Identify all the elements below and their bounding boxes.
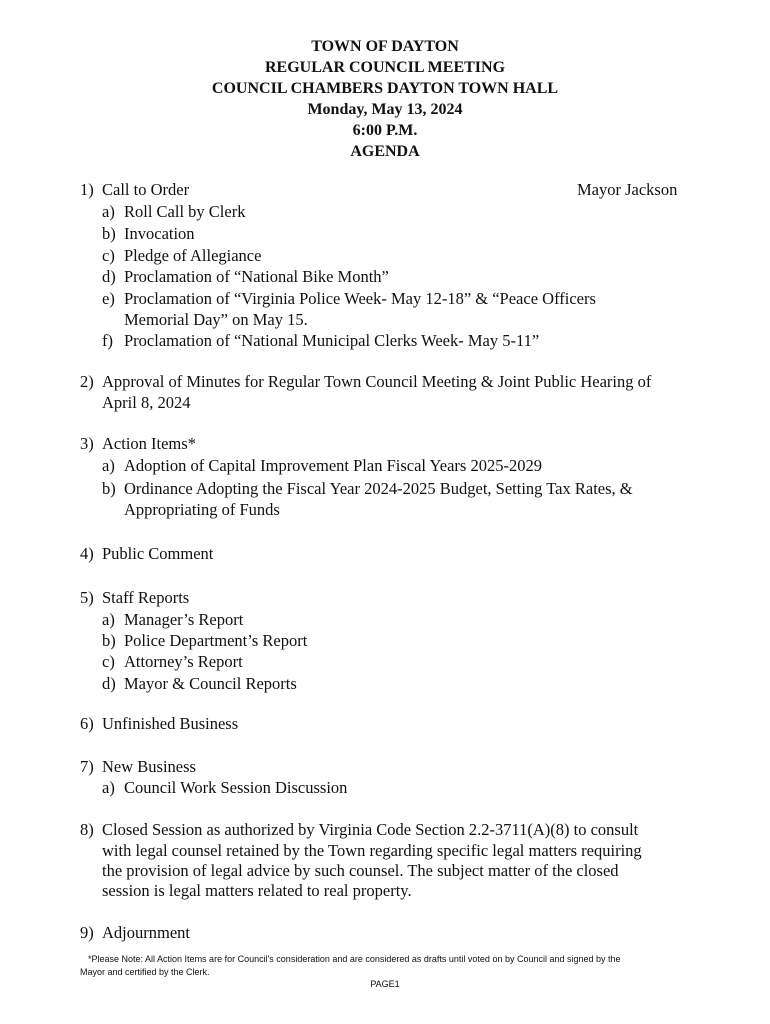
item-2-text-line1: Approval of Minutes for Regular Town Council Meeting & Joint Public Hearing of [102, 372, 652, 391]
item-8-text-line4: session is legal matters related to real property. [102, 881, 412, 900]
item-8-number: 8) [80, 820, 94, 839]
item-1-title: Call to Order [102, 180, 190, 199]
item-5c-text: Attorney’s Report [124, 652, 243, 671]
item-1b-letter: b) [102, 224, 116, 243]
meeting-time: 6:00 P.M. [352, 122, 418, 139]
item-1e-text-line2: Memorial Day” on May 15. [124, 310, 308, 329]
page-number: PAGE1 [370, 979, 400, 989]
item-3b-text-line1: Ordinance Adopting the Fiscal Year 2024-2025 Budget, Setting Tax Rates, & [124, 479, 633, 498]
item-5a-letter: a) [102, 610, 115, 629]
item-5d-letter: d) [102, 674, 116, 693]
item-1d-letter: d) [102, 267, 116, 286]
item-8-text-line1: Closed Session as authorized by Virginia Code Section 2.2-3711(A)(8) to consult [102, 820, 639, 839]
item-1f-letter: f) [102, 331, 113, 350]
item-3-title: Action Items* [102, 434, 196, 453]
item-2-text-line2: April 8, 2024 [102, 393, 191, 412]
item-5a-text: Manager’s Report [124, 610, 244, 629]
agenda-title: AGENDA [350, 143, 420, 160]
item-1c-letter: c) [102, 246, 115, 265]
item-1-number: 1) [80, 180, 94, 199]
footnote-line1: *Please Note: All Action Items are for Council's consideration and are considered as drafts until voted on by Council and signed by the [88, 954, 621, 964]
item-4-title: Public Comment [102, 544, 214, 563]
item-3-number: 3) [80, 434, 94, 453]
meeting-location: COUNCIL CHAMBERS DAYTON TOWN HALL [211, 80, 559, 97]
item-4-number: 4) [80, 544, 94, 563]
item-1f-text: Proclamation of “National Municipal Clerks Week- May 5-11” [124, 331, 540, 350]
town-name: TOWN OF DAYTON [311, 38, 459, 55]
item-8-text-line2: with legal counsel retained by the Town regarding specific legal matters requiring [102, 841, 642, 860]
item-6-title: Unfinished Business [102, 714, 239, 733]
item-3a-text: Adoption of Capital Improvement Plan Fiscal Years 2025-2029 [124, 456, 542, 475]
item-3b-text-line2: Appropriating of Funds [124, 500, 280, 519]
footnote [80, 953, 695, 979]
item-3b-letter: b) [102, 479, 116, 498]
item-2-number: 2) [80, 372, 94, 391]
item-7-title: New Business [102, 757, 196, 776]
item-7a-letter: a) [102, 778, 115, 797]
item-1b-text: Invocation [124, 224, 195, 243]
item-5c-letter: c) [102, 652, 115, 671]
item-6-number: 6) [80, 714, 94, 733]
item-5d-text: Mayor & Council Reports [124, 674, 297, 693]
item-3a-letter: a) [102, 456, 115, 475]
item-8-text-line3: the provision of legal advice by such counsel. The subject matter of the closed [102, 861, 619, 880]
item-1c-text: Pledge of Allegiance [124, 246, 262, 265]
meeting-type: REGULAR COUNCIL MEETING [264, 59, 506, 76]
meeting-date: Monday, May 13, 2024 [307, 101, 463, 118]
item-1-presenter: Mayor Jackson [577, 180, 678, 199]
item-1a-text: Roll Call by Clerk [124, 202, 246, 221]
item-1e-letter: e) [102, 289, 115, 308]
item-5-number: 5) [80, 588, 94, 607]
item-1e-text-line1: Proclamation of “Virginia Police Week- May 12-18” & “Peace Officers [124, 289, 596, 308]
item-5-title: Staff Reports [102, 588, 190, 607]
item-5b-letter: b) [102, 631, 116, 650]
agenda-header [0, 36, 770, 162]
item-9-title: Adjournment [102, 923, 190, 942]
item-9-number: 9) [80, 923, 94, 942]
item-1a-letter: a) [102, 202, 115, 221]
item-5b-text: Police Department’s Report [124, 631, 308, 650]
item-7a-text: Council Work Session Discussion [124, 778, 348, 797]
item-1d-text: Proclamation of “National Bike Month” [124, 267, 389, 286]
footnote-line2: Mayor and certified by the Clerk. [80, 967, 210, 977]
item-7-number: 7) [80, 757, 94, 776]
